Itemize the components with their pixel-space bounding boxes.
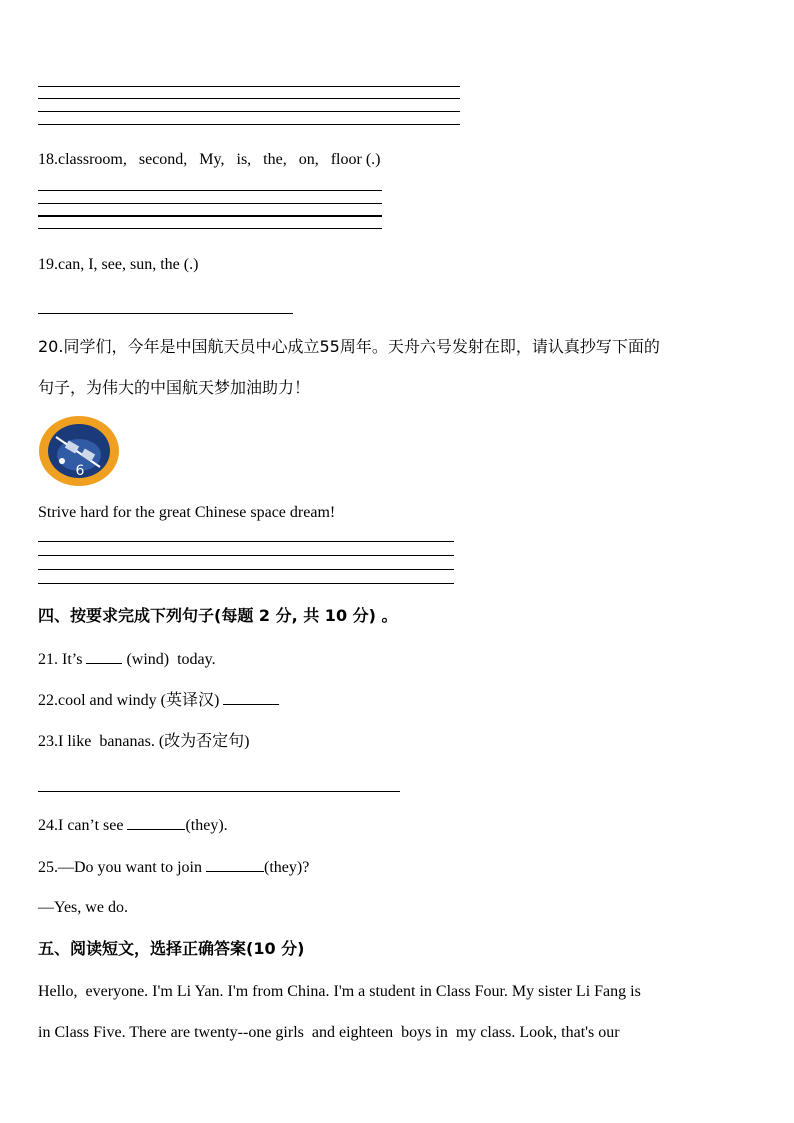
section-5-title: 五、阅读短文，选择正确答案(10 分): [38, 939, 305, 958]
writing-line: [38, 555, 454, 556]
space-mission-badge-icon: [38, 415, 120, 487]
writing-line: [38, 111, 460, 112]
question-20-line2: [38, 378, 310, 398]
writing-line: [38, 215, 382, 217]
question-number: 20.: [38, 337, 64, 356]
question-text: (they)?: [264, 859, 310, 876]
question-22: [38, 690, 279, 711]
question-text: —Do you want to join: [58, 859, 202, 876]
question-25: [38, 857, 309, 878]
question-number: 21.: [38, 651, 58, 668]
blank[interactable]: [223, 690, 279, 705]
question-20-line1: [38, 337, 660, 357]
writing-line: [38, 86, 460, 87]
question-text: 同学们，今年是中国航天员中心成立55周年。天舟六号发射在即，请认真抄写下面的: [63, 337, 660, 356]
question-text: I like bananas. (改为否定句): [58, 733, 250, 750]
question-number: 23.: [38, 733, 58, 750]
answer-line: [38, 313, 293, 314]
passage-line-1: Hello, everyone. I'm Li Yan. I'm from China. I'm a student in Class Four. My sister Li Fang is: [38, 983, 641, 1000]
question-number: 25.: [38, 859, 58, 876]
question-23: [38, 732, 250, 752]
question-number: 22.: [38, 692, 58, 709]
section-4-title: 四、按要求完成下列句子(每题 2 分, 共 10 分) 。: [38, 606, 398, 625]
writing-line: [38, 124, 460, 125]
question-text: 句子，为伟大的中国航天梦加油助力！: [38, 378, 311, 397]
question-text: (wind) today.: [126, 651, 216, 668]
question-text: (they).: [185, 817, 228, 834]
question-text: classroom, second, My, is, the, on, floor (.): [58, 151, 381, 168]
question-25-answer: —Yes, we do.: [38, 899, 128, 916]
writing-line: [38, 228, 382, 229]
blank[interactable]: [127, 815, 185, 830]
question-text: I can’t see: [58, 817, 124, 834]
question-number: 24.: [38, 817, 58, 834]
question-18: [38, 150, 380, 170]
question-number: 19.: [38, 256, 58, 273]
question-text: can, I, see, sun, the (.): [58, 256, 199, 273]
question-text: cool and windy (英译汉): [58, 692, 220, 709]
writing-line: [38, 98, 460, 99]
writing-line: [38, 583, 454, 584]
writing-line: [38, 203, 382, 204]
blank[interactable]: [206, 857, 264, 872]
question-21: [38, 649, 216, 670]
copy-sentence: Strive hard for the great Chinese space dream!: [38, 504, 336, 521]
question-number: 18.: [38, 151, 58, 168]
answer-line: [38, 791, 400, 792]
writing-line: [38, 190, 382, 191]
question-24: [38, 815, 228, 836]
question-text: It’s: [62, 651, 83, 668]
writing-line: [38, 569, 454, 570]
svg-text:6: 6: [75, 463, 85, 479]
question-19: [38, 255, 198, 275]
writing-line: [38, 541, 454, 542]
blank[interactable]: [86, 649, 122, 664]
passage-line-2: in Class Five. There are twenty--one girls and eighteen boys in my class. Look, that's our: [38, 1024, 620, 1041]
